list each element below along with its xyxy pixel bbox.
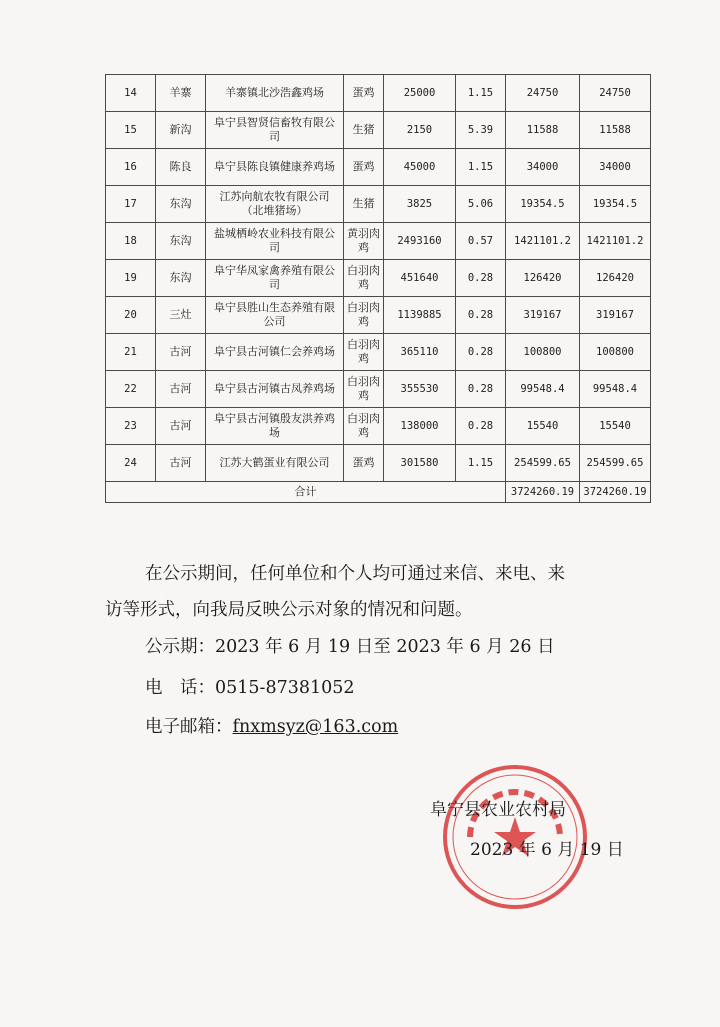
cell-type: 生猪 bbox=[344, 112, 384, 149]
cell-price: 5.06 bbox=[456, 186, 506, 223]
table-row bbox=[106, 297, 651, 334]
cell-total: 99548.4 bbox=[580, 371, 651, 408]
cell-amount: 254599.65 bbox=[506, 445, 580, 482]
cell-unit: 盐城栖岭农业科技有限公司 bbox=[206, 223, 344, 260]
cell-amount: 34000 bbox=[506, 149, 580, 186]
cell-amount: 126420 bbox=[506, 260, 580, 297]
cell-price: 5.39 bbox=[456, 112, 506, 149]
cell-total: 34000 bbox=[580, 149, 651, 186]
cell-unit: 阜宁华凤家禽养殖有限公司 bbox=[206, 260, 344, 297]
cell-total: 254599.65 bbox=[580, 445, 651, 482]
cell-no: 20 bbox=[106, 297, 156, 334]
cell-amount: 24750 bbox=[506, 75, 580, 112]
table-total-row bbox=[106, 482, 651, 503]
table-body bbox=[106, 75, 651, 482]
table-row bbox=[106, 408, 651, 445]
phone-number: 0515-87381052 bbox=[215, 678, 355, 698]
cell-amount: 19354.5 bbox=[506, 186, 580, 223]
cell-town: 新沟 bbox=[156, 112, 206, 149]
cell-count: 45000 bbox=[384, 149, 456, 186]
total-label: 合计 bbox=[106, 482, 506, 503]
cell-price: 0.57 bbox=[456, 223, 506, 260]
cell-no: 15 bbox=[106, 112, 156, 149]
cell-unit: 江苏大鹤蛋业有限公司 bbox=[206, 445, 344, 482]
cell-unit: 江苏向航农牧有限公司（北堆猪场） bbox=[206, 186, 344, 223]
cell-type: 白羽肉鸡 bbox=[344, 297, 384, 334]
cell-no: 19 bbox=[106, 260, 156, 297]
cell-price: 1.15 bbox=[456, 445, 506, 482]
email-link[interactable]: fnxmsyz@163.com bbox=[232, 717, 399, 737]
table-row bbox=[106, 75, 651, 112]
cell-no: 24 bbox=[106, 445, 156, 482]
cell-town: 陈良 bbox=[156, 149, 206, 186]
cell-total: 1421101.2 bbox=[580, 223, 651, 260]
cell-count: 3825 bbox=[384, 186, 456, 223]
table-row bbox=[106, 149, 651, 186]
cell-total: 100800 bbox=[580, 334, 651, 371]
cell-count: 138000 bbox=[384, 408, 456, 445]
cell-count: 2150 bbox=[384, 112, 456, 149]
cell-type: 白羽肉鸡 bbox=[344, 260, 384, 297]
cell-amount: 99548.4 bbox=[506, 371, 580, 408]
total-amount: 3724260.19 bbox=[506, 482, 580, 503]
cell-amount: 11588 bbox=[506, 112, 580, 149]
cell-type: 蛋鸡 bbox=[344, 445, 384, 482]
notice-period: 公示期：2023 年 6 月 19 日至 2023 年 6 月 26 日 bbox=[145, 637, 555, 657]
cell-type: 白羽肉鸡 bbox=[344, 408, 384, 445]
cell-total: 24750 bbox=[580, 75, 651, 112]
notice-phone-line bbox=[145, 677, 645, 699]
cell-town: 古河 bbox=[156, 334, 206, 371]
cell-count: 451640 bbox=[384, 260, 456, 297]
cell-amount: 15540 bbox=[506, 408, 580, 445]
cell-type: 白羽肉鸡 bbox=[344, 334, 384, 371]
cell-no: 17 bbox=[106, 186, 156, 223]
cell-unit: 阜宁县陈良镇健康养鸡场 bbox=[206, 149, 344, 186]
table-row bbox=[106, 334, 651, 371]
cell-town: 古河 bbox=[156, 371, 206, 408]
cell-total: 319167 bbox=[580, 297, 651, 334]
cell-price: 0.28 bbox=[456, 408, 506, 445]
cell-town: 东沟 bbox=[156, 186, 206, 223]
cell-total: 126420 bbox=[580, 260, 651, 297]
cell-no: 21 bbox=[106, 334, 156, 371]
cell-amount: 100800 bbox=[506, 334, 580, 371]
notice-email-line bbox=[145, 716, 645, 738]
cell-type: 黄羽肉鸡 bbox=[344, 223, 384, 260]
cell-unit: 阜宁县古河镇殷友洪养鸡场 bbox=[206, 408, 344, 445]
cell-town: 古河 bbox=[156, 445, 206, 482]
subsidy-table bbox=[105, 74, 651, 503]
cell-unit: 阜宁县胜山生态养殖有限公司 bbox=[206, 297, 344, 334]
cell-total: 15540 bbox=[580, 408, 651, 445]
cell-town: 羊寨 bbox=[156, 75, 206, 112]
cell-total: 19354.5 bbox=[580, 186, 651, 223]
cell-town: 东沟 bbox=[156, 223, 206, 260]
table-row bbox=[106, 260, 651, 297]
cell-price: 0.28 bbox=[456, 297, 506, 334]
cell-count: 365110 bbox=[384, 334, 456, 371]
table-row bbox=[106, 186, 651, 223]
signature-org: 阜宁县农业农村局 bbox=[430, 800, 566, 820]
email-label: 电子邮箱： bbox=[145, 717, 233, 737]
cell-unit: 阜宁县智贤信畜牧有限公司 bbox=[206, 112, 344, 149]
cell-amount: 1421101.2 bbox=[506, 223, 580, 260]
cell-no: 23 bbox=[106, 408, 156, 445]
cell-unit: 阜宁县古河镇仁会养鸡场 bbox=[206, 334, 344, 371]
cell-no: 14 bbox=[106, 75, 156, 112]
cell-town: 三灶 bbox=[156, 297, 206, 334]
cell-count: 25000 bbox=[384, 75, 456, 112]
table-row bbox=[106, 223, 651, 260]
cell-price: 1.15 bbox=[456, 149, 506, 186]
cell-total: 11588 bbox=[580, 112, 651, 149]
table-row bbox=[106, 371, 651, 408]
phone-label: 电 话： bbox=[145, 678, 215, 698]
table-row bbox=[106, 445, 651, 482]
cell-unit: 阜宁县古河镇古凤养鸡场 bbox=[206, 371, 344, 408]
table-row bbox=[106, 112, 651, 149]
cell-amount: 319167 bbox=[506, 297, 580, 334]
cell-town: 古河 bbox=[156, 408, 206, 445]
notice-line-2: 访等形式，向我局反映公示对象的情况和问题。 bbox=[105, 600, 473, 620]
cell-town: 东沟 bbox=[156, 260, 206, 297]
cell-type: 蛋鸡 bbox=[344, 149, 384, 186]
cell-no: 22 bbox=[106, 371, 156, 408]
cell-price: 0.28 bbox=[456, 371, 506, 408]
cell-type: 蛋鸡 bbox=[344, 75, 384, 112]
signature-date: 2023 年 6 月 19 日 bbox=[470, 840, 624, 860]
cell-no: 16 bbox=[106, 149, 156, 186]
cell-type: 生猪 bbox=[344, 186, 384, 223]
total-sum: 3724260.19 bbox=[580, 482, 651, 503]
notice-line-1: 在公示期间，任何单位和个人均可通过来信、来电、来 bbox=[145, 564, 565, 584]
cell-unit: 羊寨镇北沙浩鑫鸡场 bbox=[206, 75, 344, 112]
cell-price: 0.28 bbox=[456, 260, 506, 297]
cell-count: 355530 bbox=[384, 371, 456, 408]
cell-price: 0.28 bbox=[456, 334, 506, 371]
cell-no: 18 bbox=[106, 223, 156, 260]
cell-count: 2493160 bbox=[384, 223, 456, 260]
cell-type: 白羽肉鸡 bbox=[344, 371, 384, 408]
cell-count: 301580 bbox=[384, 445, 456, 482]
cell-price: 1.15 bbox=[456, 75, 506, 112]
cell-count: 1139885 bbox=[384, 297, 456, 334]
